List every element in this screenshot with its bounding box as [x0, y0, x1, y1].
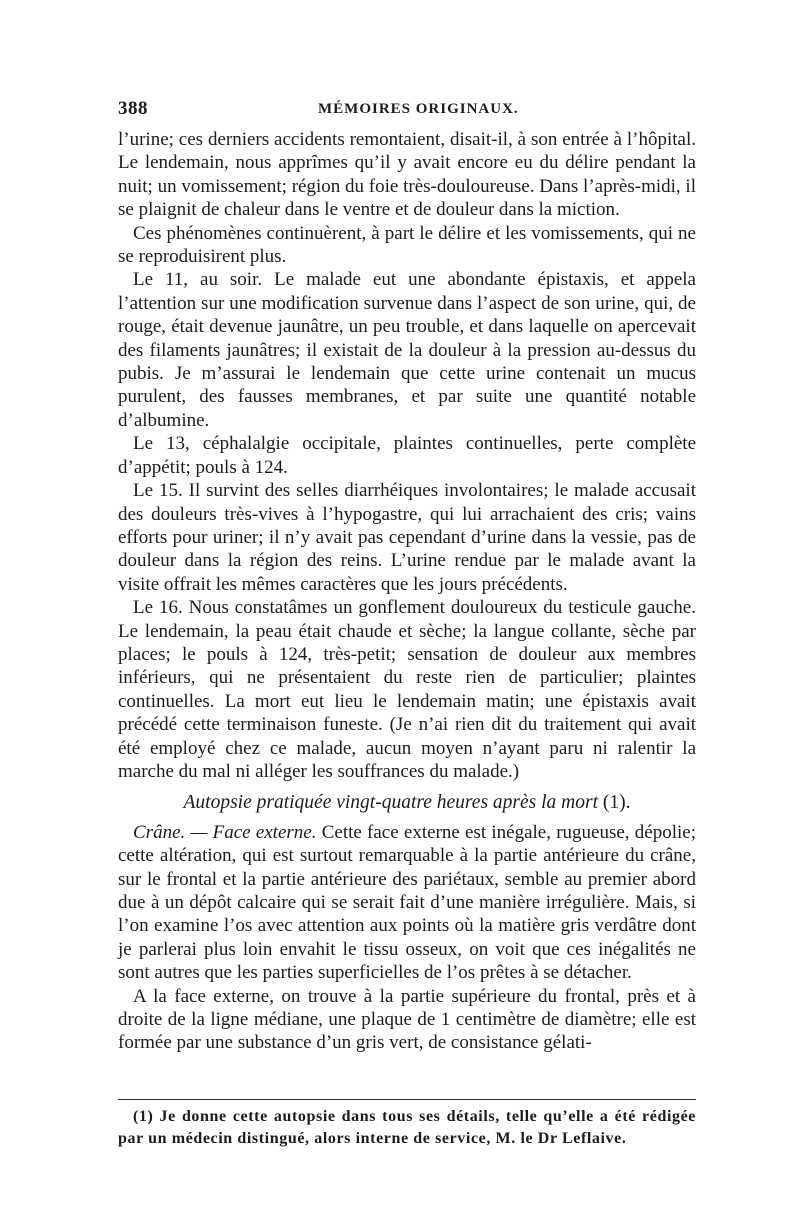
page-number: 388 — [118, 98, 148, 119]
paragraph — [118, 821, 696, 985]
body-text — [118, 128, 696, 1055]
page-header — [118, 98, 696, 124]
section-heading — [118, 791, 696, 814]
paragraph: Le 15. Il survint des selles diarrhéiques involontaires; le malade accusait des douleurs très-vives à l’hypogastre, qui lui arrachaient des cris; vains efforts pour uriner; il n’y avait pas cependant d’urine dans la vessie, pas de douleur dans la région des reins. L’urine rendue par le malade avant la visite offrait les mêmes caractères que les jours précédents. — [118, 480, 696, 595]
footnote-text: (1) Je donne cette autopsie dans tous ses détails, telle qu’elle a été rédigée par un médecin distingué, alors interne de service, M. le Dr Leflaive. — [118, 1108, 696, 1147]
paragraph: Ces phénomènes continuèrent, à part le délire et les vomissements, qui ne se reproduisirent plus. — [118, 222, 696, 268]
footnote — [118, 1106, 696, 1150]
paragraph-text: Cette face externe est inégale, rugueuse, dépolie; cette altération, qui est surtout remarquable à la partie antérieure du crâne, sur le frontal et la partie antérieure des pariétaux, semble au premier abord due à un dépôt calcaire qui se serait fait d’une manière irrégulière. Mais, si l’on examine l’os avec attention aux points où la matière gris verdâtre dont je parlerai plus loin envahit le tissu osseux, on voit que ces inégalités ne sont autres que les parties superficielles de l’os prêtes à se détacher. — [118, 821, 696, 984]
footnote-reference: (1). — [602, 792, 631, 814]
paragraph-lead-in: Crâne. — Face externe. — [133, 821, 317, 843]
paragraph: Le 16. Nous constatâmes un gonflement douloureux du testicule gauche. Le lendemain, la peau était chaude et sèche; la langue collante, sèche par places; le pouls à 124, très-petit; sensation de douleur aux membres inférieurs, qui ne présentaient du reste rien de particulier; plaintes continuelles. La mort eut lieu le lendemain matin; une épistaxis avait précédé cette terminaison funeste. (Je n’ai rien dit du traitement qui avait été employé chez ce malade, aucun moyen n’ayant paru ni ralentir la marche du mal ni alléger les souffrances du malade.) — [118, 597, 696, 782]
paragraph: Le 13, céphalalgie occipitale, plaintes continuelles, perte complète d’appétit; pouls à 124. — [118, 433, 696, 478]
section-heading-text: Autopsie pratiquée vingt-quatre heures après la mort — [183, 792, 598, 814]
paragraph: A la face externe, on trouve à la partie supérieure du frontal, près et à droite de la ligne médiane, une plaque de 1 centimètre de diamètre; elle est formée par une substance d’un gris vert, de consistance gélati- — [118, 985, 696, 1054]
running-head: MÉMOIRES ORIGINAUX. — [318, 101, 519, 117]
paragraph: Le 11, au soir. Le malade eut une abondante épistaxis, et appela l’attention sur une modification survenue dans l’aspect de son urine, qui, de rouge, était devenue jaunâtre, un peu trouble, et dans laquelle on apercevait des filaments jaunâtres; il existait de la douleur à la pression au-dessus du pubis. Je m’assurai le lendemain que cette urine contenait un mucus purulent, des fausses membranes, et par suite une quantité notable d’albumine. — [118, 269, 696, 431]
footnote-divider — [118, 1099, 696, 1100]
paragraph: l’urine; ces derniers accidents remontaient, disait-il, à son entrée à l’hôpital. Le lendemain, nous apprîmes qu’il y avait encore eu du délire pendant la nuit; un vomissement; région du foie très-douloureuse. Dans l’après-midi, il se plaignit de chaleur dans le ventre et de douleur dans la miction. — [118, 129, 696, 221]
